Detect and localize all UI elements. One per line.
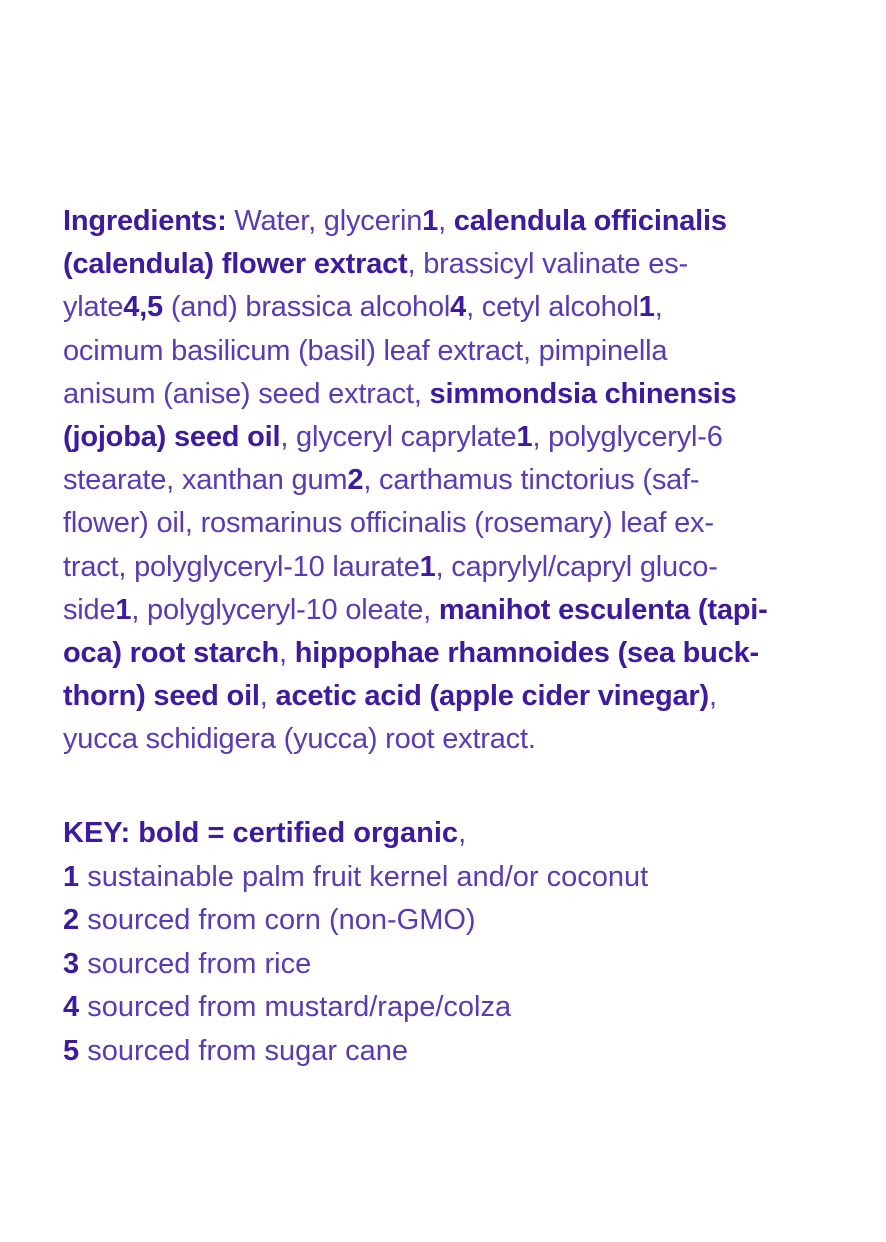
ingredients-line	[63, 675, 853, 718]
ingredients-paragraph	[63, 200, 853, 762]
key-bold-text: 4	[63, 991, 80, 1023]
ingredients-bold-text: 1	[419, 550, 436, 583]
ingredients-bold-text: thorn) seed oil	[63, 680, 260, 713]
ingredients-text: anisum (anise) seed extract,	[63, 377, 430, 410]
ingredients-text: , polyglyceryl-6	[532, 421, 723, 454]
ingredients-text: ,	[654, 291, 663, 324]
ingredients-line	[63, 286, 853, 329]
ingredients-bold-text: oca) root starch	[63, 637, 279, 670]
ingredients-bold-text: 2	[347, 464, 364, 497]
ingredients-bold-text: 4	[450, 291, 467, 324]
key-text: sourced from corn (non-GMO)	[79, 904, 476, 936]
key-bold-text: 2	[63, 904, 80, 936]
ingredients-bold-text: hippophae rhamnoides (sea buck-	[294, 637, 760, 670]
ingredients-bold-text: Ingredients:	[63, 205, 227, 237]
ingredients-text: ,	[278, 637, 295, 670]
ingredients-line	[63, 416, 853, 459]
key-line	[63, 812, 853, 856]
key-line	[63, 1030, 853, 1074]
ingredients-line	[63, 589, 853, 632]
ingredients-line	[63, 718, 853, 761]
key-bold-text: 5	[63, 1034, 80, 1067]
ingredients-bold-text: calendula officinalis	[453, 205, 727, 237]
ingredients-text: ,	[438, 205, 454, 237]
ingredients-bold-text: 4,5	[123, 291, 163, 324]
ingredients-text: (and) brassica alcohol	[162, 291, 451, 324]
key-legend	[63, 812, 853, 1073]
ingredients-bold-text: 1	[516, 421, 533, 454]
ingredients-bold-text: simmondsia chinensis	[429, 377, 737, 410]
ingredients-line	[63, 200, 853, 243]
ingredients-text: flower) oil, rosmarinus officinalis (rosemary) leaf ex-	[63, 507, 714, 540]
key-text: sourced from rice	[79, 947, 312, 980]
ingredients-line	[63, 502, 853, 545]
ingredients-text: tract, polyglyceryl-10 laurate	[63, 550, 420, 583]
ingredients-line	[63, 330, 853, 373]
ingredients-text: , brassicyl valinate es-	[407, 248, 688, 281]
ingredients-text: side	[63, 593, 116, 626]
ingredients-text: Water, glycerin	[226, 205, 423, 237]
key-text: sourced from sugar cane	[79, 1034, 408, 1067]
ingredients-line	[63, 546, 853, 589]
key-line	[63, 943, 853, 987]
ingredients-line	[63, 632, 853, 675]
ingredients-bold-text: (jojoba) seed oil	[63, 421, 281, 454]
ingredients-line	[63, 459, 853, 502]
ingredients-line	[63, 373, 853, 416]
key-line	[63, 986, 853, 1030]
ingredients-bold-text: manihot esculenta (tapi-	[438, 593, 768, 626]
key-line	[63, 899, 853, 943]
ingredients-text: , carthamus tinctorius (saf-	[363, 464, 700, 497]
ingredients-text: ylate	[63, 291, 124, 324]
ingredients-text: , cetyl alcohol	[466, 291, 639, 324]
ingredients-bold-text: (calendula) flower extract	[63, 248, 408, 281]
ingredients-text: , caprylyl/capryl gluco-	[435, 550, 718, 583]
ingredients-bold-text: acetic acid (apple cider vinegar)	[275, 680, 709, 713]
ingredients-text: , glyceryl caprylate	[280, 421, 517, 454]
ingredients-text: ,	[259, 680, 276, 713]
ingredients-bold-text: 1	[422, 205, 439, 237]
label-panel	[63, 200, 853, 1067]
key-text: sustainable palm fruit kernel and/or coconut	[79, 860, 649, 893]
ingredients-line	[63, 243, 853, 286]
key-line	[63, 856, 853, 900]
ingredients-text: , polyglyceryl-10 oleate,	[131, 593, 439, 626]
key-text: ,	[458, 817, 467, 849]
key-bold-text: 1	[63, 860, 80, 893]
ingredients-bold-text: 1	[115, 593, 132, 626]
ingredients-text: ,	[708, 680, 717, 713]
ingredients-text: stearate, xanthan gum	[63, 464, 348, 497]
key-text: sourced from mustard/rape/colza	[79, 991, 512, 1023]
ingredients-bold-text: 1	[638, 291, 655, 324]
key-bold-text: KEY: bold = certified organic	[63, 817, 459, 849]
ingredients-text: ocimum basilicum (basil) leaf extract, pimpinella	[63, 334, 668, 367]
ingredients-text: yucca schidigera (yucca) root extract.	[63, 723, 536, 756]
key-bold-text: 3	[63, 947, 80, 980]
